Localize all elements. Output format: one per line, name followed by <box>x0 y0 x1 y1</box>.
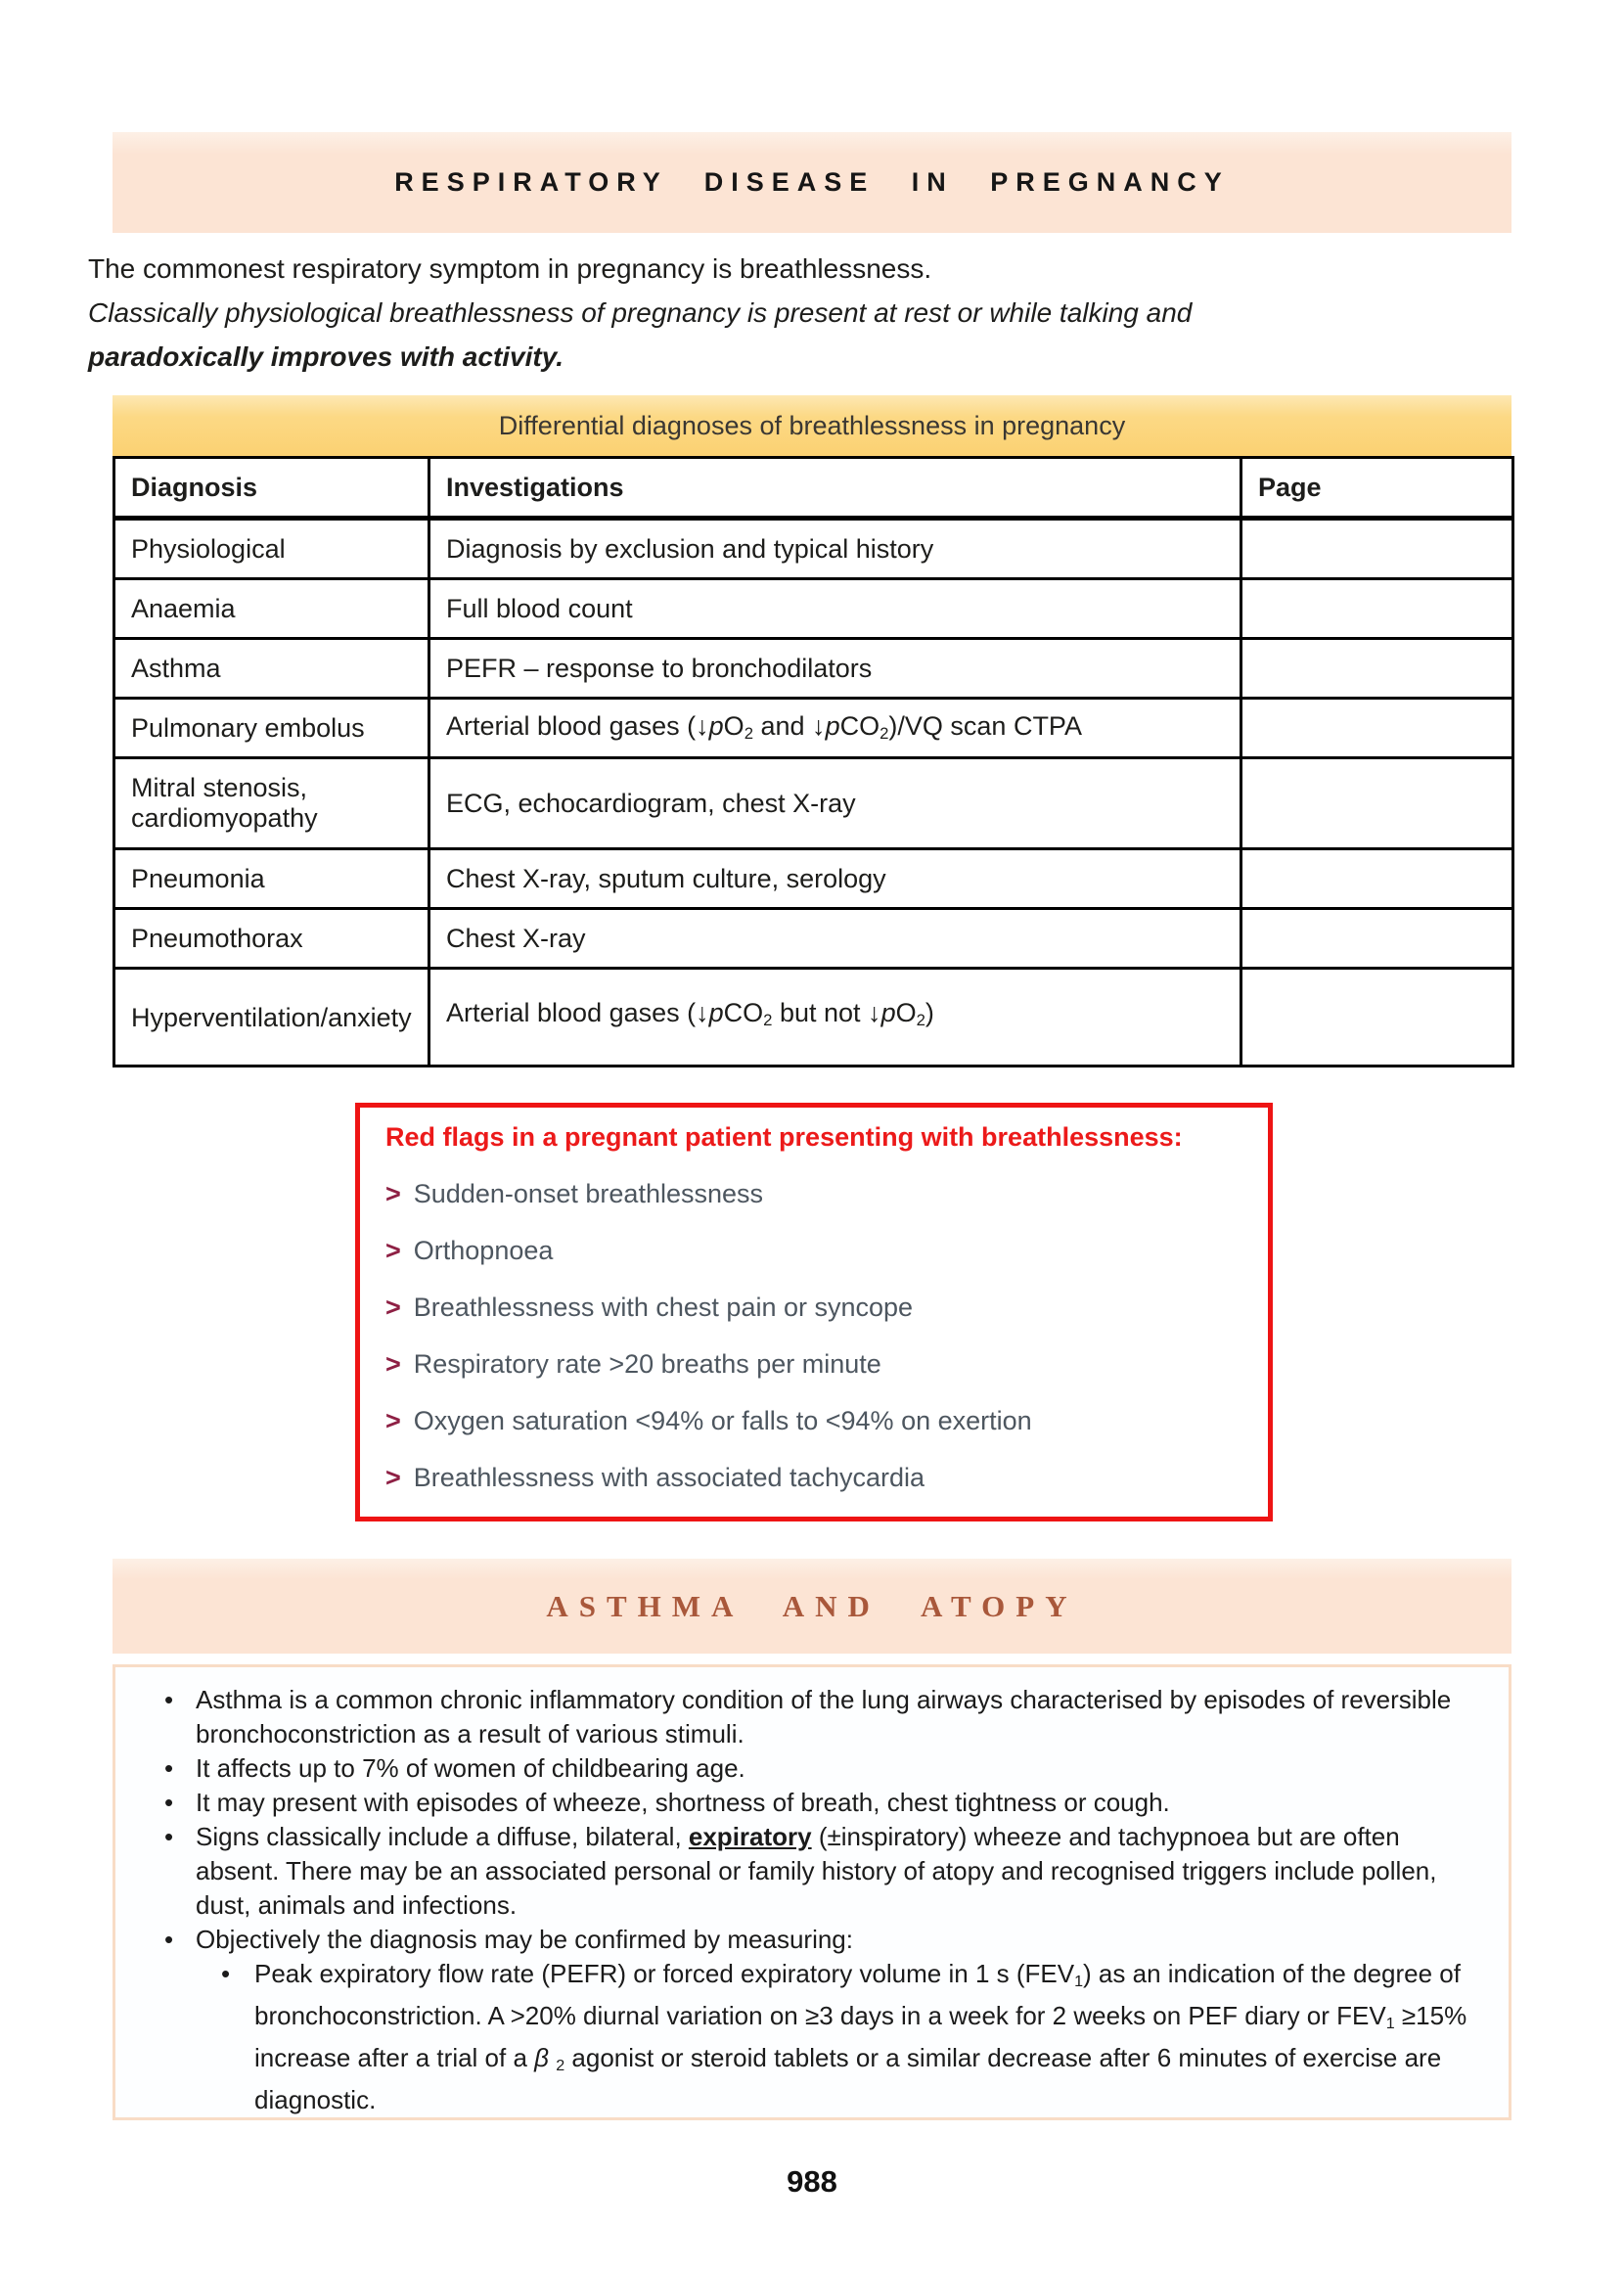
red-flag-text: Respiratory rate >20 breaths per minute <box>413 1349 881 1379</box>
list-item <box>135 1923 1479 2117</box>
chevron-bullet-icon: > <box>385 1406 401 1435</box>
section-title: RESPIRATORY DISEASE IN PREGNANCY <box>394 167 1230 197</box>
chevron-bullet-icon: > <box>385 1349 401 1379</box>
investigations-cell: Chest X-ray, sputum culture, serology <box>429 849 1241 909</box>
intro-line-3: paradoxically improves with activity. <box>88 341 564 372</box>
column-header-page: Page <box>1241 458 1513 519</box>
red-flag-text: Breathlessness with associated tachycardia <box>413 1463 925 1492</box>
red-flag-text: Oxygen saturation <94% or falls to <94% on exertion <box>413 1406 1032 1435</box>
diagnosis-cell: Anaemia <box>114 579 429 639</box>
diagnosis-cell: Pneumothorax <box>114 909 429 969</box>
page-cell <box>1241 909 1513 969</box>
page-cell <box>1241 969 1513 1067</box>
list-item: • It affects up to 7% of women of childbearing age. <box>135 1751 1479 1786</box>
red-flag-item <box>385 1405 1242 1436</box>
intro-paragraph <box>88 247 1536 379</box>
table-row <box>114 849 1513 909</box>
investigations-cell: ECG, echocardiogram, chest X-ray <box>429 758 1241 849</box>
page-cell <box>1241 699 1513 758</box>
investigations-cell: Arterial blood gases (↓pO2 and ↓pCO2)/VQ scan CTPA <box>429 699 1241 758</box>
red-flag-item <box>385 1235 1242 1266</box>
diagnosis-cell: Asthma <box>114 639 429 699</box>
diagnosis-cell: Hyperventilation/anxiety <box>114 969 429 1067</box>
red-flag-text: Breathlessness with chest pain or syncope <box>413 1293 914 1322</box>
page-number: 988 <box>787 2164 837 2199</box>
table-row <box>114 909 1513 969</box>
red-flag-item <box>385 1178 1242 1209</box>
investigations-cell: Diagnosis by exclusion and typical history <box>429 519 1241 579</box>
chevron-bullet-icon: > <box>385 1179 401 1208</box>
intro-line-1: The commonest respiratory symptom in pregnancy is breathlessness. <box>88 253 932 284</box>
table-row <box>114 758 1513 849</box>
diagnosis-cell: Physiological <box>114 519 429 579</box>
chevron-bullet-icon: > <box>385 1293 401 1322</box>
table-header-row <box>114 458 1513 519</box>
page-cell <box>1241 579 1513 639</box>
table-row <box>114 519 1513 579</box>
table-caption-bar <box>113 395 1511 456</box>
table-caption: Differential diagnoses of breathlessness in pregnancy <box>498 410 1126 440</box>
list-item: • Asthma is a common chronic inflammatory condition of the lung airways characterised by episodes of reversible bronchoconstriction as a result of various stimuli. <box>135 1683 1479 1751</box>
red-flag-item <box>385 1292 1242 1323</box>
asthma-sub-list <box>196 1957 1479 2117</box>
column-header-diagnosis: Diagnosis <box>114 458 429 519</box>
table-row <box>114 639 1513 699</box>
diagnosis-cell: Mitral stenosis, cardiomyopathy <box>114 758 429 849</box>
page-cell <box>1241 758 1513 849</box>
asthma-section-title: ASTHMA AND ATOPY <box>546 1588 1078 1623</box>
diagnosis-cell: Pulmonary embolus <box>114 699 429 758</box>
chevron-bullet-icon: > <box>385 1236 401 1265</box>
red-flag-text: Sudden-onset breathlessness <box>413 1179 764 1208</box>
list-item: • Signs classically include a diffuse, bilateral, expiratory (±inspiratory) wheeze and tachypnoea but are often absent. There may be an associated personal or family history of atopy and recognised triggers include pollen, dust, animals and infections. <box>135 1820 1479 1923</box>
list-item-text: Objectively the diagnosis may be confirmed by measuring: <box>196 1925 853 1954</box>
table-row <box>114 699 1513 758</box>
differential-diagnoses-table <box>113 456 1514 1067</box>
table-row <box>114 969 1513 1067</box>
list-item: • It may present with episodes of wheeze, shortness of breath, chest tightness or cough. <box>135 1786 1479 1820</box>
red-flags-box <box>355 1103 1273 1521</box>
column-header-investigations: Investigations <box>429 458 1241 519</box>
asthma-section-banner <box>113 1559 1511 1654</box>
table-row <box>114 579 1513 639</box>
investigations-cell: PEFR – response to bronchodilators <box>429 639 1241 699</box>
red-flags-list <box>385 1178 1242 1493</box>
investigations-cell: Chest X-ray <box>429 909 1241 969</box>
page-cell <box>1241 639 1513 699</box>
page-cell <box>1241 519 1513 579</box>
asthma-bullet-list <box>135 1683 1479 2117</box>
sub-list-item: • Peak expiratory flow rate (PEFR) or forced expiratory volume in 1 s (FEV1) as an indication of the degree of bronchoconstriction. A >20% diurnal variation on ≥3 days in a week for 2 weeks on PEF diary or FEV1 ≥15% increase after a trial of a β 2 agonist or steroid tablets or a similar decrease after 6 minutes of exercise are diagnostic. <box>196 1957 1479 2117</box>
intro-line-2: Classically physiological breathlessness of pregnancy is present at rest or while talking and <box>88 297 1193 328</box>
asthma-content-box <box>113 1664 1511 2120</box>
diagnosis-cell: Pneumonia <box>114 849 429 909</box>
red-flag-item <box>385 1462 1242 1493</box>
investigations-cell: Arterial blood gases (↓pCO2 but not ↓pO2) <box>429 969 1241 1067</box>
red-flags-title: Red flags in a pregnant patient presenting with breathlessness: <box>385 1122 1183 1152</box>
respiratory-section-banner <box>113 132 1511 233</box>
chevron-bullet-icon: > <box>385 1463 401 1492</box>
page-cell <box>1241 849 1513 909</box>
red-flag-text: Orthopnoea <box>413 1236 554 1265</box>
investigations-cell: Full blood count <box>429 579 1241 639</box>
red-flag-item <box>385 1348 1242 1380</box>
